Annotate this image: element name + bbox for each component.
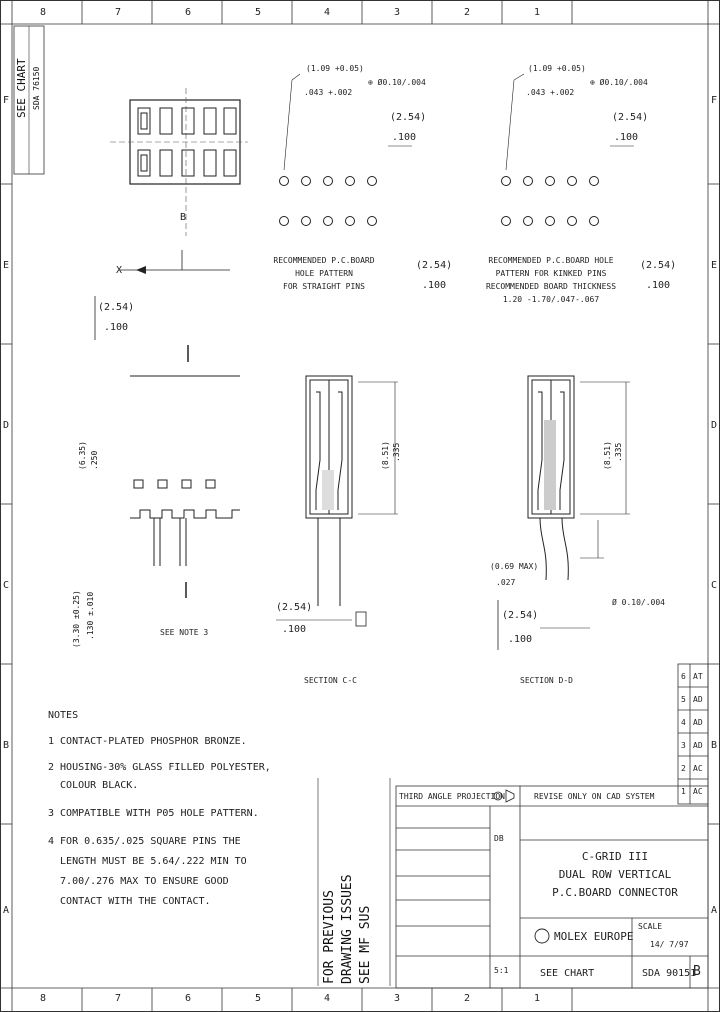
row-label: C	[711, 580, 718, 591]
scale-label: SCALE	[638, 922, 663, 931]
rev-number: 6	[681, 672, 686, 681]
pitch-metric: (2.54)	[612, 112, 649, 123]
row-label: D	[711, 420, 718, 431]
rev-letter: AC	[693, 764, 703, 773]
caption-line: 1.20 -1.70/.047-.067	[502, 295, 600, 304]
rev-letter: AC	[693, 787, 703, 796]
note-line: 3 COMPATIBLE WITH P05 HOLE PATTERN.	[48, 808, 259, 819]
section-height-inch: .335	[392, 442, 401, 462]
pitch-metric: (2.54)	[416, 260, 453, 271]
note-line: 1 CONTACT-PLATED PHOSPHOR BRONZE.	[48, 736, 247, 747]
pitch-metric: (2.54)	[276, 602, 313, 613]
document-number: SDA 90151	[642, 968, 697, 979]
hole-dia-inch: .043 +.002	[304, 88, 353, 97]
rev-number: 4	[681, 718, 686, 727]
revision-letter: B	[693, 964, 701, 979]
rev-letter: AD	[693, 741, 703, 750]
col-label: 6	[185, 993, 192, 1004]
height-inch: .250	[90, 450, 99, 470]
kink-metric: (0.69 MAX)	[490, 562, 539, 571]
col-label: 1	[534, 7, 541, 18]
title-line: C-GRID III	[581, 850, 649, 863]
rev-letter: AD	[693, 718, 703, 727]
row-label: C	[3, 580, 10, 591]
kink-inch: .027	[496, 578, 516, 587]
caption-line: RECOMMENDED P.C.BOARD	[273, 256, 375, 265]
section-height-metric: (8.51)	[603, 441, 612, 470]
caption-line: PATTERN FOR KINKED PINS	[495, 269, 607, 278]
rev-number: 5	[681, 695, 686, 704]
pitch-metric: (2.54)	[502, 610, 539, 621]
rev-number: 3	[681, 741, 686, 750]
col-label: 5	[255, 993, 262, 1004]
rev-letter: AD	[693, 695, 703, 704]
col-label: 4	[324, 7, 331, 18]
section-d-label: SECTION D-D	[520, 676, 573, 685]
molex-logo-icon	[535, 929, 549, 943]
rev-number: 1	[681, 787, 686, 796]
note-line: 7.00/.276 MAX TO ENSURE GOOD	[48, 876, 229, 887]
height-metric: (6.35)	[78, 441, 87, 470]
note-line: COLOUR BLACK.	[48, 780, 139, 791]
previous-issues-line: SEE MF SUS	[358, 905, 373, 984]
row-label: D	[3, 420, 10, 431]
flatness-tolerance: Ø 0.10/.004	[612, 598, 665, 607]
col-label: 8	[40, 993, 47, 1004]
pitch-inch: .100	[104, 322, 129, 333]
section-height-inch: .335	[614, 442, 623, 462]
previous-issues-line: DRAWING ISSUES	[340, 874, 355, 984]
rev-letter: AT	[693, 672, 703, 681]
col-label: 1	[534, 993, 541, 1004]
pitch-metric: (2.54)	[640, 260, 677, 271]
row-label: A	[711, 905, 718, 916]
pin-length-metric: (3.30 ±0.25)	[72, 590, 81, 648]
pitch-inch: .100	[508, 634, 533, 645]
sheet-scale: 5:1	[494, 966, 509, 975]
cad-note: REVISE ONLY ON CAD SYSTEM	[534, 792, 655, 801]
hole-dia-inch: .043 +.002	[526, 88, 575, 97]
projection-label: THIRD ANGLE PROJECTION	[399, 792, 505, 801]
pitch-metric: (2.54)	[98, 302, 135, 313]
row-label: E	[711, 260, 718, 271]
note-line: LENGTH MUST BE 5.64/.222 MIN TO	[48, 856, 247, 867]
part-label: SEE CHART	[540, 968, 595, 979]
col-label: 7	[115, 7, 122, 18]
dim-b-label: B	[180, 212, 187, 223]
caption-line: FOR STRAIGHT PINS	[283, 282, 365, 291]
col-label: 8	[40, 7, 47, 18]
col-label: 2	[464, 7, 471, 18]
see-chart-label: SEE CHART	[15, 58, 28, 118]
caption-line: HOLE PATTERN	[295, 269, 353, 278]
row-label: B	[3, 740, 10, 751]
col-label: 3	[394, 993, 401, 1004]
title-line: P.C.BOARD CONNECTOR	[552, 886, 678, 899]
caption-line: RECOMMENDED BOARD THICKNESS	[485, 282, 617, 291]
see-note-ref: SEE NOTE 3	[160, 628, 209, 637]
pitch-inch: .100	[282, 624, 307, 635]
hole-dia-metric: (1.09 +0.05)	[528, 64, 586, 73]
col-label: 4	[324, 993, 331, 1004]
caption-line: RECOMMENDED P.C.BOARD HOLE	[488, 256, 614, 265]
title-line: DUAL ROW VERTICAL	[558, 868, 672, 881]
col-label: 3	[394, 7, 401, 18]
rev-number: 2	[681, 764, 686, 773]
note-line: 4 FOR 0.635/.025 SQUARE PINS THE	[48, 836, 241, 847]
dim-x-label: X	[116, 265, 123, 276]
note-line: CONTACT WITH THE CONTACT.	[48, 896, 211, 907]
pitch-metric: (2.54)	[390, 112, 427, 123]
row-label: A	[3, 905, 10, 916]
company-name: MOLEX EUROPE	[554, 930, 634, 943]
drawn-by: DB	[494, 834, 504, 843]
hole-dia-metric: (1.09 +0.05)	[306, 64, 364, 73]
section-c-label: SECTION C-C	[304, 676, 357, 685]
position-tolerance: ⊕ Ø0.10/.004	[368, 78, 426, 87]
pin-length-inch: .130 ±.010	[86, 591, 95, 640]
row-label: E	[3, 260, 10, 271]
col-label: 7	[115, 993, 122, 1004]
chart-code: SDA 76150	[32, 66, 41, 110]
pitch-inch: .100	[646, 280, 671, 291]
previous-issues-line: FOR PREVIOUS	[322, 890, 337, 984]
col-label: 5	[255, 7, 262, 18]
drawing-date: 14/ 7/97	[650, 940, 689, 949]
row-label: B	[711, 740, 718, 751]
position-tolerance: ⊕ Ø0.10/.004	[590, 78, 648, 87]
notes-title: NOTES	[48, 710, 79, 721]
row-label: F	[3, 95, 10, 106]
pitch-inch: .100	[614, 132, 639, 143]
note-line: 2 HOUSING-30% GLASS FILLED POLYESTER,	[48, 762, 271, 773]
row-label: F	[711, 95, 718, 106]
pitch-inch: .100	[392, 132, 417, 143]
pitch-inch: .100	[422, 280, 447, 291]
section-height-metric: (8.51)	[381, 441, 390, 470]
col-label: 6	[185, 7, 192, 18]
col-label: 2	[464, 993, 471, 1004]
